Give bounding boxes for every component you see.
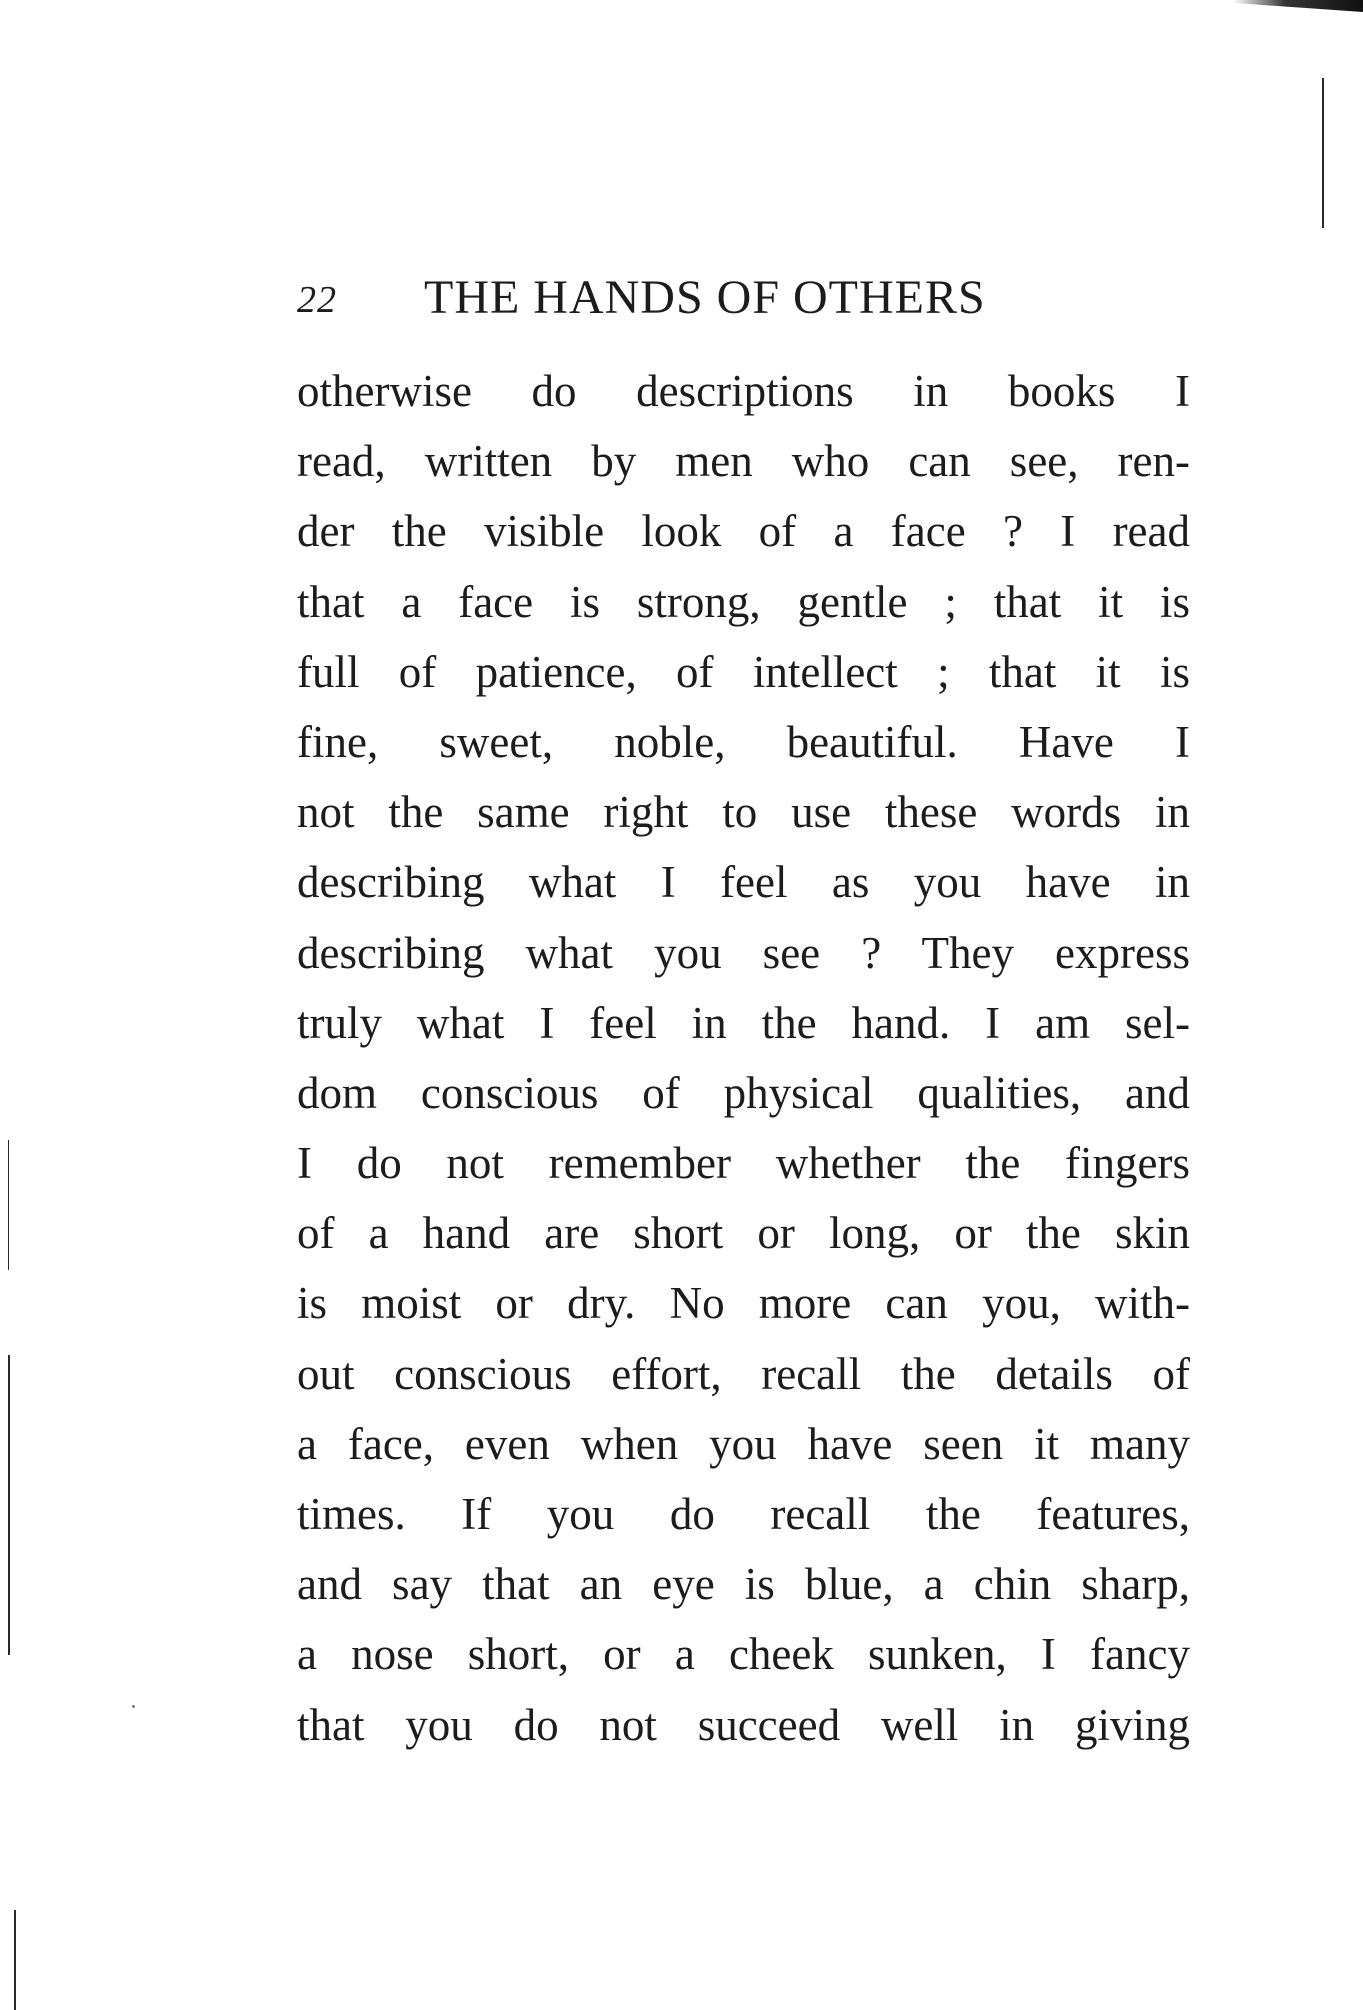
scan-edge-mark-left-upper	[8, 1140, 9, 1270]
text-line: a nose short, or a cheek sunken, I fancy	[297, 1629, 1190, 1680]
text-line: that a face is strong, gentle ; that it is	[297, 576, 1190, 627]
page-header	[297, 270, 1197, 330]
running-head: THE HANDS OF OTHERS	[424, 271, 986, 324]
text-line: I do not remember whether the fingers	[297, 1138, 1190, 1189]
text-line: otherwise do descriptions in books I	[297, 366, 1190, 416]
text-line: describing what you see ? They express	[297, 927, 1190, 978]
text-line: describing what I feel as you have in	[297, 857, 1190, 908]
scan-speck	[132, 1705, 135, 1708]
text-line: dom conscious of physical qualities, and	[297, 1067, 1190, 1118]
text-line: out conscious effort, recall the details of	[297, 1348, 1190, 1399]
text-line: der the visible look of a face ? I read	[297, 506, 1190, 557]
text-line: not the same right to use these words in	[297, 787, 1190, 838]
text-line: is moist or dry. No more can you, with-	[297, 1278, 1190, 1329]
text-line: truly what I feel in the hand. I am sel-	[297, 997, 1190, 1048]
text-line: a face, even when you have seen it many	[297, 1418, 1190, 1469]
text-line: full of patience, of intellect ; that it is	[297, 646, 1190, 697]
scan-edge-shadow	[1233, 0, 1363, 12]
text-line: read, written by men who can see, ren-	[297, 436, 1190, 487]
text-line: fine, sweet, noble, beautiful. Have I	[297, 716, 1190, 767]
scan-edge-mark-left-lower	[14, 1910, 16, 2010]
scan-edge-mark-left-middle	[8, 1355, 10, 1655]
scan-edge-mark-right	[1322, 78, 1324, 228]
body-text	[297, 356, 1190, 1760]
text-line: of a hand are short or long, or the skin	[297, 1208, 1190, 1259]
text-line: and say that an eye is blue, a chin sharp,	[297, 1559, 1190, 1610]
page-number: 22	[297, 279, 337, 321]
text-line: that you do not succeed well in giving	[297, 1699, 1190, 1750]
text-line: times. If you do recall the features,	[297, 1489, 1190, 1539]
